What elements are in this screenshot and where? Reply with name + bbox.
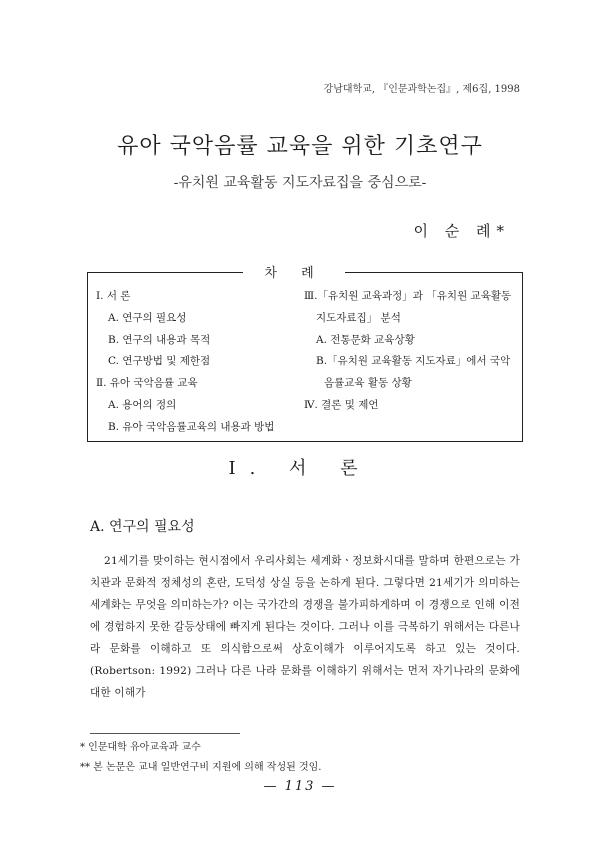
toc-entry: A. 용어의 정의 [108,398,177,411]
toc-entry: Ⅳ. 결론 및 제언 [304,398,379,411]
footnote: ** 본 논문은 교내 일반연구비 지원에 의해 작성된 것임. [80,762,322,773]
subsection-heading: A. 연구의 필요성 [90,519,195,535]
toc-entry: Ⅱ. 유아 국악음률 교육 [96,377,198,390]
footnotes [80,738,321,778]
toc-entry: A. 연구의 필요성 [108,311,187,324]
toc-left-column [96,286,274,439]
toc-entry: C. 연구방법 및 제한점 [108,355,211,368]
toc-entry: B. 연구의 내용과 목적 [108,333,211,346]
section-heading: Ⅰ. 서 론 [228,458,372,479]
journal-source: 강남대학교, 『인문과학논집』, 제6집, 1998 [323,84,520,95]
page-number: — 113 — [263,779,337,794]
footnote: * 인문대학 유아교육과 교수 [80,742,201,753]
paper-title: 유아 국악음률 교육을 위한 기초연구 [117,134,483,159]
body-paragraph: 21세기를 맞이하는 현시점에서 우리사회는 세계화ㆍ정보화시대를 말하며 한편으로는 가치관과 문화적 정체성의 혼란, 도덕성 상실 등을 논하게 된다. 그렇다면 21세기가 의미하는 세계화는 무엇을 의미하는가? 이는 국가간의 경쟁을 불가피하게하며 이 경쟁으로 인해 이전에 경험하지 못한 갈등상태에 빠지게 된다는 것이다. 그러나 이를 극복하기 위해서는 다른나라 문화를 이해하고 또 의식함으로써 상호이해가 이루어지도록 하고 있는 것이다.(Robertson: 1992) 그러나 다른 나라 문화를 이해하기 위해서는 먼저 자기나라의 문화에 대한 이해가 [90,555,520,699]
author-name: 이 순 례* [413,222,510,240]
toc-entry: 지도자료집」 분석 [316,311,401,324]
toc-entry: B.「유치원 교육활동 지도자료」에서 국악 [316,355,511,368]
toc-entry: B. 유아 국악음률교육의 내용과 방법 [108,420,275,433]
toc-entry: Ⅰ. 서 론 [96,290,131,302]
toc-entry: A. 전통문화 교육상황 [316,333,415,346]
toc-heading: 차 례 [243,262,345,281]
paper-subtitle: -유치원 교육활동 지도자료집을 중심으로- [173,175,427,191]
toc-right-column [304,286,511,417]
body-paragraph-container [90,550,520,704]
footnote-divider [90,733,240,734]
toc-entry: 음률교육 활동 상황 [324,377,412,390]
toc-entry: Ⅲ.「유치원 교육과정」과 「유치원 교육활동 [304,290,512,302]
